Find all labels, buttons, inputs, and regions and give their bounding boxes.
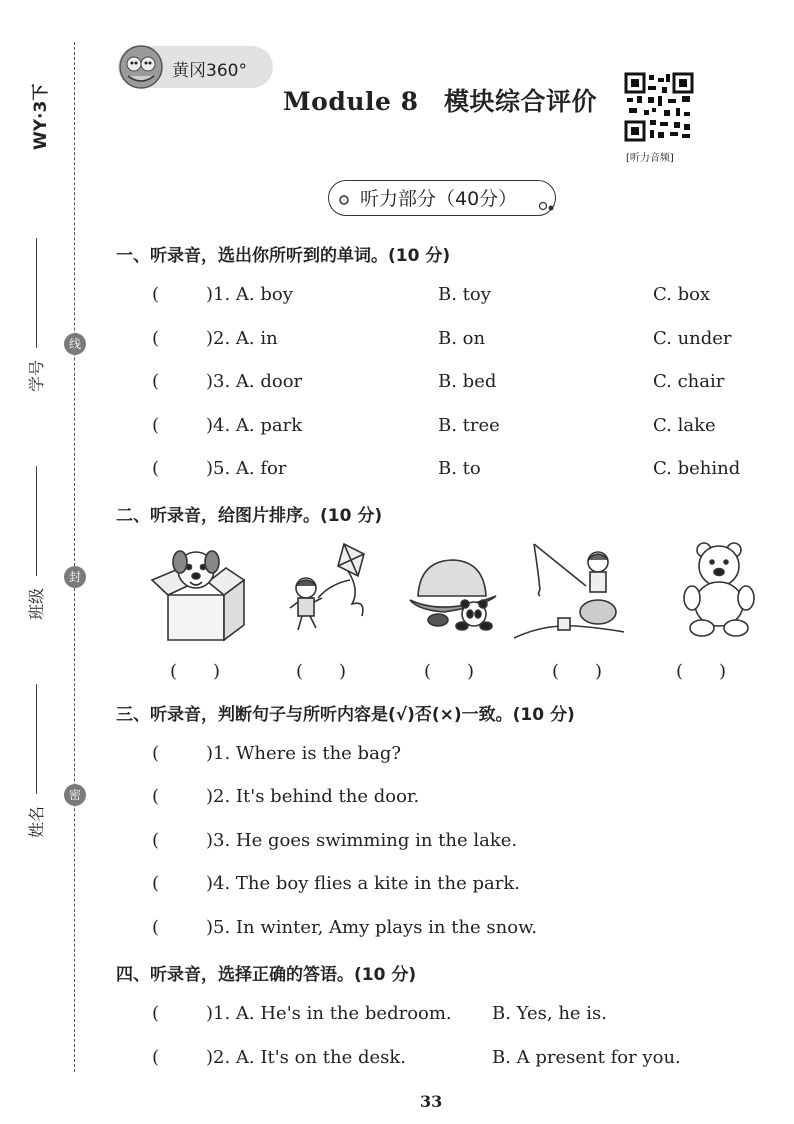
part1-answer-blank[interactable]: ( — [152, 458, 160, 479]
girl-fishing-picture — [514, 540, 624, 645]
part2-answer-blank[interactable]: ( ) — [170, 661, 221, 682]
part1-option-c: C. under — [653, 328, 732, 349]
part1-answer-blank[interactable]: ( — [152, 284, 160, 305]
part1-option-b: B. tree — [438, 415, 500, 436]
part1-answer-blank[interactable]: ( — [152, 328, 160, 349]
part3-answer-blank[interactable]: ( — [152, 743, 160, 764]
part4-option-b: B. A present for you. — [492, 1047, 681, 1068]
part3-heading: 三、听录音，判断句子与所听内容是(√)否(×)一致。(10 分) — [116, 705, 575, 725]
part4-option-b: B. Yes, he is. — [492, 1003, 608, 1024]
part2-answer-blank[interactable]: ( ) — [424, 661, 475, 682]
cap-and-panda-picture — [404, 540, 514, 645]
part1-heading: 一、听录音，选出你所听到的单词。(10 分) — [116, 246, 451, 266]
part4-answer-blank[interactable]: ( — [152, 1047, 160, 1068]
part1-answer-blank[interactable]: ( — [152, 371, 160, 392]
section-dots-decoration-icon — [538, 197, 556, 211]
part3-sentence: )4. The boy flies a kite in the park. — [206, 873, 520, 894]
part1-option-a: )1. A. boy — [206, 284, 293, 305]
part2-answer-blank[interactable]: ( ) — [552, 661, 603, 682]
class-line — [36, 466, 37, 576]
dog-in-box-picture — [146, 540, 256, 645]
part1-option-a: )3. A. door — [206, 371, 303, 392]
part1-option-a: )4. A. park — [206, 415, 303, 436]
qr-code-icon — [624, 72, 694, 142]
page-number: 33 — [420, 1092, 443, 1111]
part3-sentence: )5. In winter, Amy plays in the snow. — [206, 917, 538, 938]
part1-option-b: B. on — [438, 328, 486, 349]
seal-mark-feng: 封 — [64, 566, 86, 588]
part1-option-c: C. behind — [653, 458, 741, 479]
label-class: 班级 — [27, 587, 46, 620]
part3-sentence: )1. Where is the bag? — [206, 743, 401, 764]
part1-option-c: C. lake — [653, 415, 716, 436]
page-title: Module 8 模块综合评价 — [283, 87, 598, 116]
part2-answer-blank[interactable]: ( ) — [676, 661, 727, 682]
series-code: WY·3下 — [31, 83, 51, 150]
part1-option-c: C. chair — [653, 371, 725, 392]
listening-section-title: 听力部分（40分） — [360, 188, 518, 210]
brand-text: 黄冈360° — [172, 61, 247, 81]
section-circle-decoration-icon — [338, 191, 350, 203]
mascot-logo-icon — [118, 44, 164, 90]
part2-answer-blank[interactable]: ( ) — [296, 661, 347, 682]
label-student-number: 学号 — [27, 359, 46, 392]
part4-heading: 四、听录音，选择正确的答语。(10 分) — [116, 965, 417, 985]
teddy-bear-picture — [664, 540, 774, 645]
qr-caption: [听力音频] — [626, 153, 674, 164]
binding-dash-line — [74, 42, 75, 1072]
part1-option-b: B. to — [438, 458, 481, 479]
part1-option-c: C. box — [653, 284, 711, 305]
student-number-line — [36, 238, 37, 348]
part1-option-b: B. toy — [438, 284, 491, 305]
seal-mark-mi: 密 — [64, 784, 86, 806]
part4-option-a: )2. A. It's on the desk. — [206, 1047, 407, 1068]
part4-answer-blank[interactable]: ( — [152, 1003, 160, 1024]
part3-sentence: )2. It's behind the door. — [206, 786, 420, 807]
boy-with-kite-picture — [282, 540, 392, 645]
name-line — [36, 684, 37, 794]
part1-option-b: B. bed — [438, 371, 497, 392]
label-name: 姓名 — [27, 805, 46, 838]
part1-answer-blank[interactable]: ( — [152, 415, 160, 436]
part1-option-a: )2. A. in — [206, 328, 278, 349]
part3-answer-blank[interactable]: ( — [152, 873, 160, 894]
seal-mark-xian: 线 — [64, 333, 86, 355]
part3-answer-blank[interactable]: ( — [152, 917, 160, 938]
part3-answer-blank[interactable]: ( — [152, 786, 160, 807]
part1-option-a: )5. A. for — [206, 458, 287, 479]
part4-option-a: )1. A. He's in the bedroom. — [206, 1003, 452, 1024]
part3-sentence: )3. He goes swimming in the lake. — [206, 830, 518, 851]
part3-answer-blank[interactable]: ( — [152, 830, 160, 851]
part2-heading: 二、听录音，给图片排序。(10 分) — [116, 506, 383, 526]
